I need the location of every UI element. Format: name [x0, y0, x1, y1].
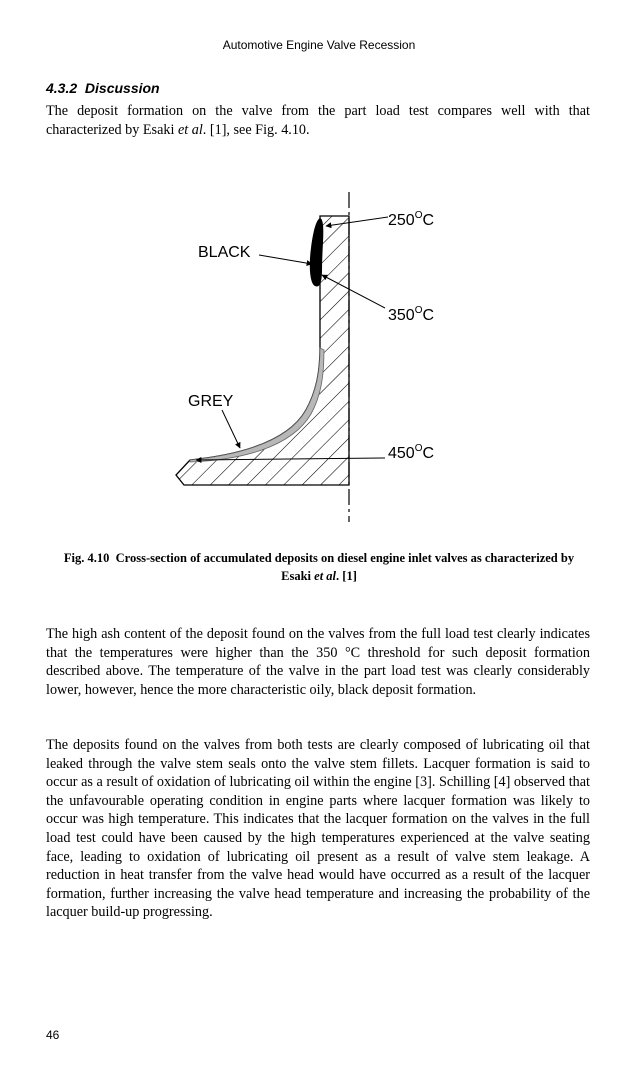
black-deposit: [310, 218, 324, 286]
label-grey: GREY: [188, 393, 234, 410]
label-temp-250: $250^OC$: [388, 210, 435, 229]
section-title: Discussion: [84, 80, 160, 96]
section-heading: [46, 80, 160, 96]
grey-leader-arrow: [222, 410, 240, 448]
black-leader-arrow: [259, 255, 312, 264]
label-temp-450: $450^OC$: [388, 443, 435, 462]
caption-text-after: . [1]: [336, 569, 357, 583]
page-number: 46: [46, 1028, 60, 1042]
caption-text-before: Cross-section of accumulated deposits on diesel engine inlet valves as characterized by Esaki: [115, 551, 575, 583]
intro-paragraph: [46, 102, 590, 139]
caption-etal: et al: [314, 569, 337, 583]
figure-number: Fig. 4.10: [63, 551, 110, 565]
figure-caption: [60, 549, 578, 585]
running-header: Automotive Engine Valve Recession: [222, 38, 416, 52]
section-number: 4.3.2: [46, 80, 78, 96]
body-paragraph-2: The deposits found on the valves from both tests are clearly composed of lubricating oil that leaked through the valve stem seals onto the valve stem fillets. Lacquer formation is said to occur as a result of oxidation of lubricating oil within the engine [3]. Schilling [4] observed that the unfavourable operating condition in engine parts where lacquer formation was likely to occur was high temperature. This indicates that the lacquer formation on the valves in the full load test could have been caused by the high temperatures experienced at the valve seating face, leading to oxidation of lubricating oil present as a result of valve stem leakage. A reduction in heat transfer from the valve head would have occurred as a result of the lacquer formation, further increasing the valve head temperature and increasing the probability of the lacquer build-up progressing.: [46, 737, 590, 921]
figure-valve-cross-section: [0, 180, 638, 530]
intro-etal: et al: [177, 121, 203, 138]
intro-text-after: . [1], see Fig. 4.10.: [202, 121, 310, 138]
body-paragraph-1: The high ash content of the deposit found on the valves from the full load test clearly indicates that the temperatures were higher than the 350 °C threshold for such deposit formation described above. The temperature of the valve in the part load test was clearly considerably lower, however, hence the more characteristic oily, black deposit formation.: [46, 626, 590, 698]
label-black: BLACK: [198, 244, 251, 261]
intro-text-before: The deposit formation on the valve from the part load test compares well with that characterized by Esaki: [46, 103, 590, 138]
valve-cross-section-diagram: [0, 180, 638, 530]
label-temp-350: $350^OC$: [388, 305, 435, 324]
